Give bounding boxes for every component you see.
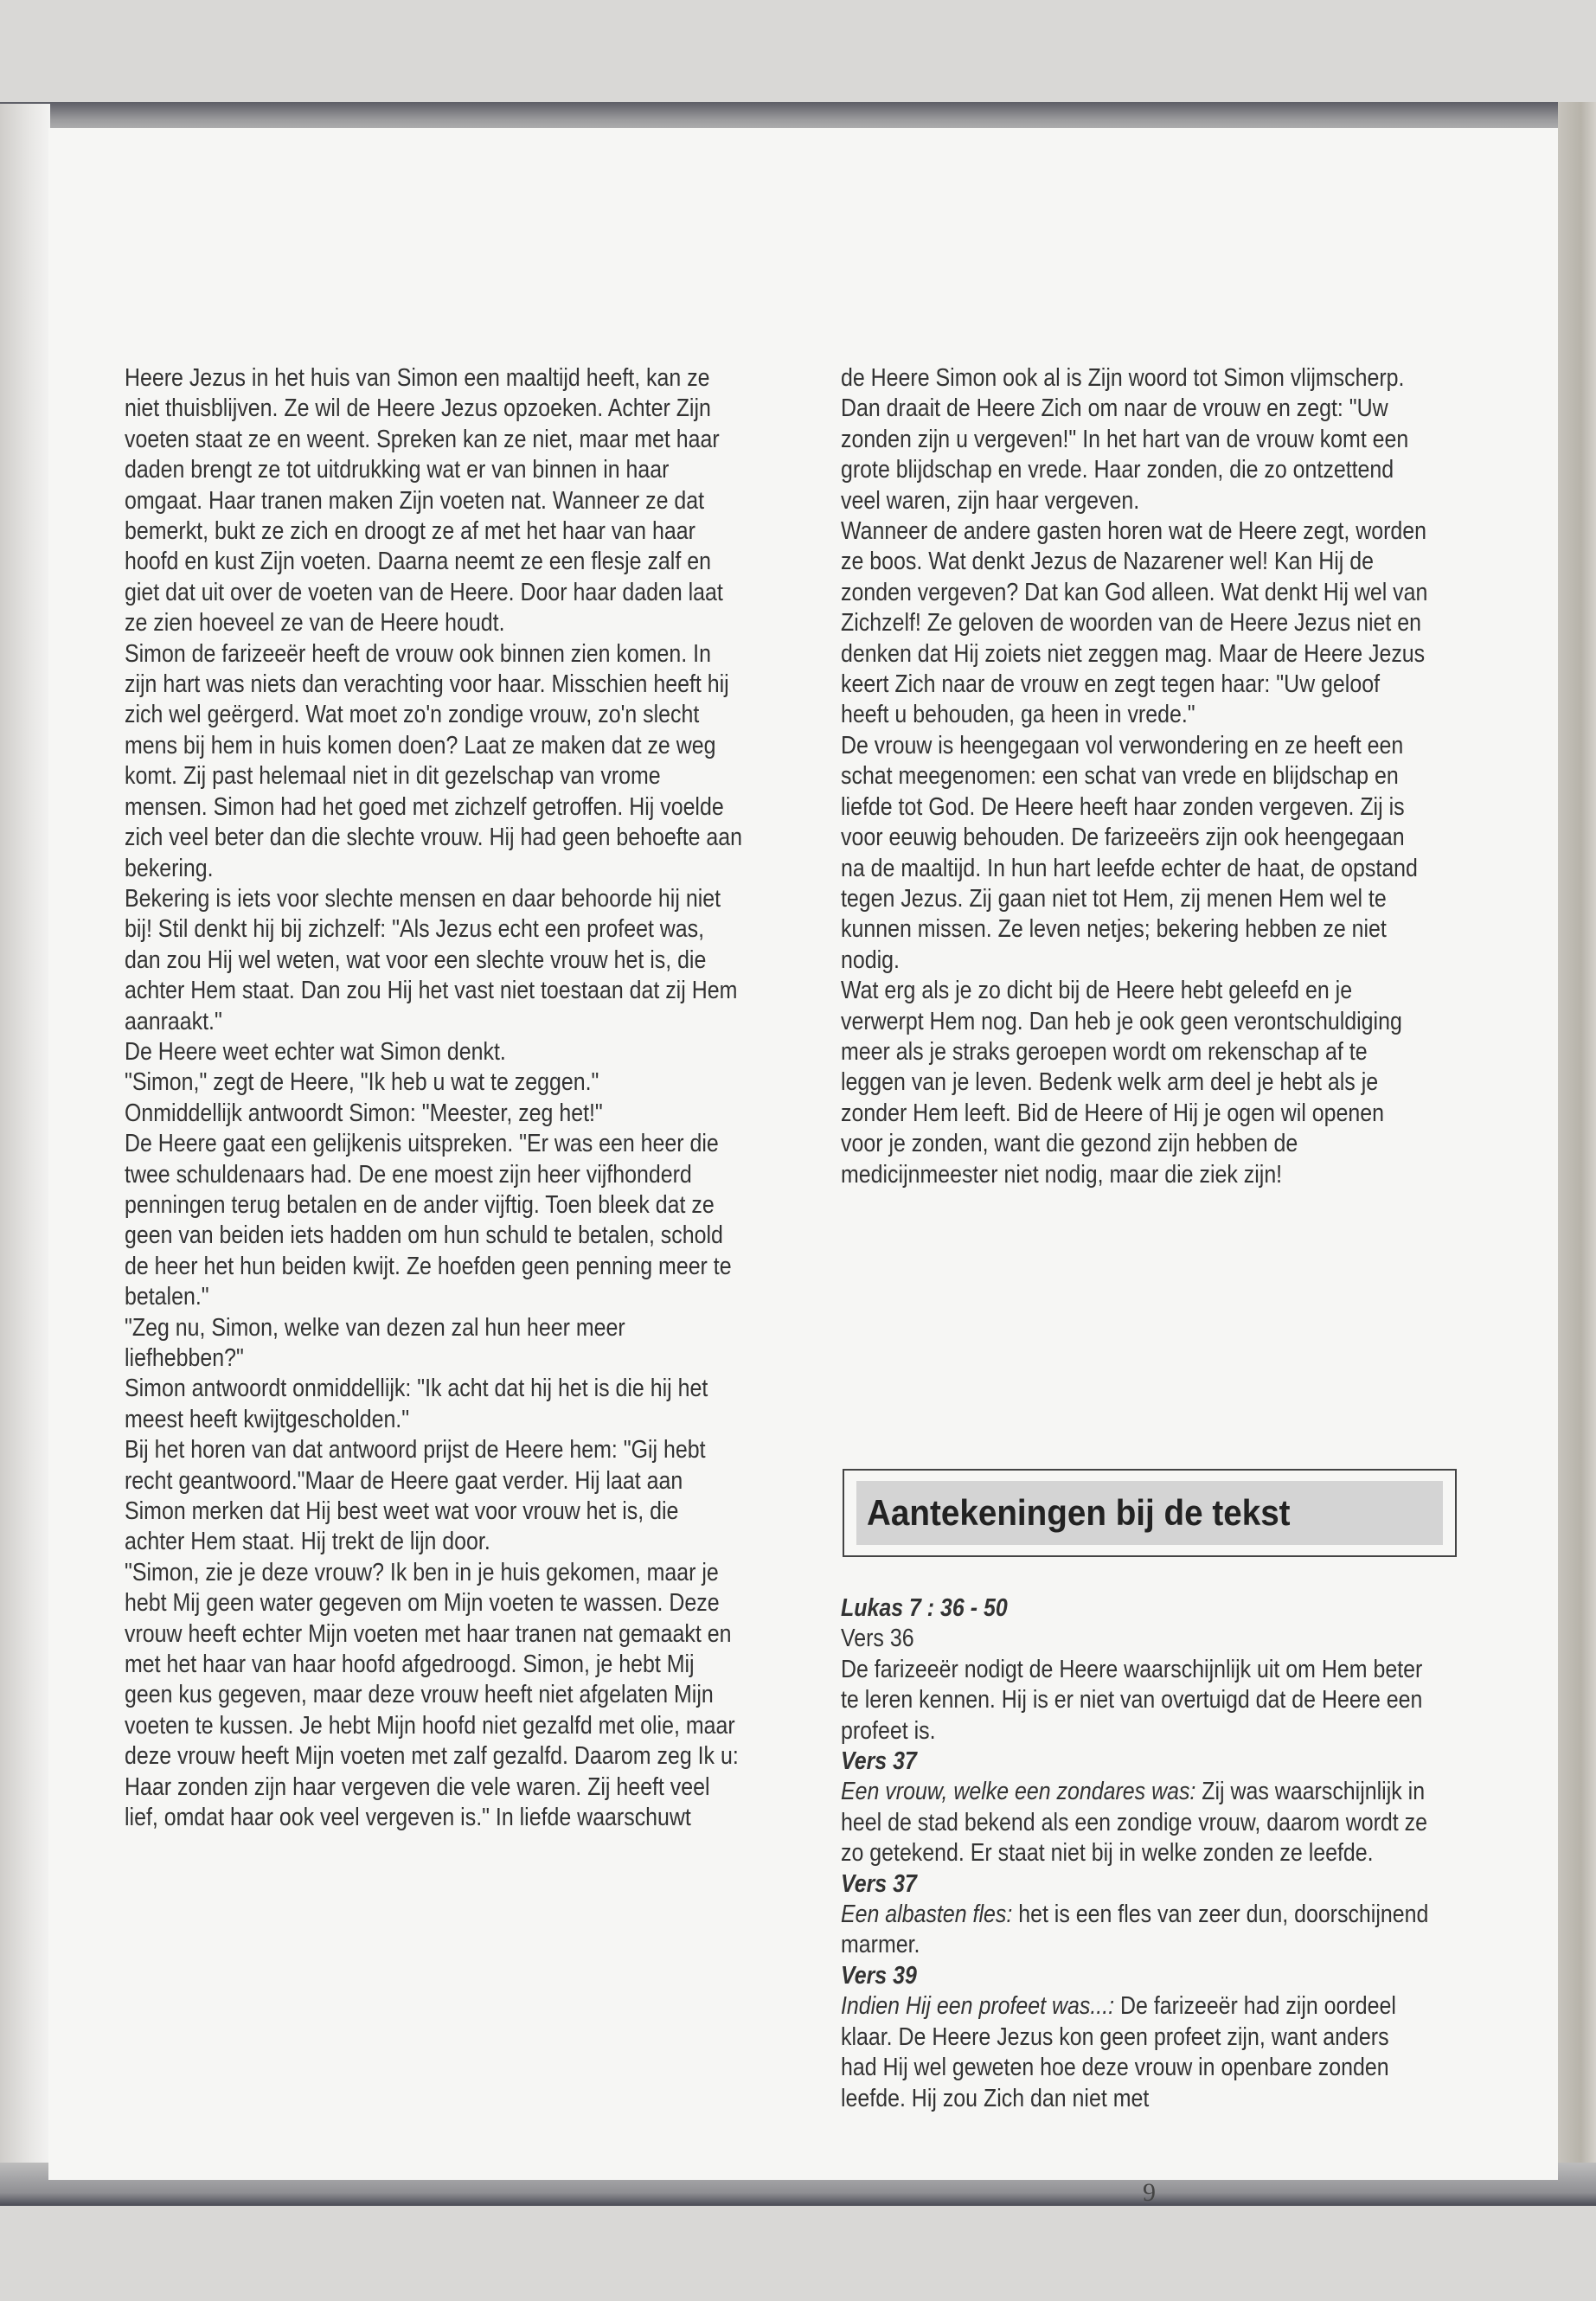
notes-section xyxy=(841,1593,1428,2114)
scripture-reference: Lukas 7 : 36 - 50 xyxy=(841,1594,1008,1622)
verse-explanation: De farizeeër had zijn oordeel klaar. De Heere Jezus kon geen profeet zijn, want anders had Hij wel geweten hoe deze vrouw in openbare zonden leefde. Hij zou Zich dan niet met xyxy=(841,1992,1396,2112)
book-cover-edge xyxy=(1558,102,1596,2204)
page-number: 9 xyxy=(1143,2178,1156,2207)
verse-quote: Een vrouw, welke een zondares was: xyxy=(841,1778,1196,1806)
verse-quote: Indien Hij een profeet was...: xyxy=(841,1992,1115,2021)
verse-explanation: Zij was waarschijnlijk in heel de stad bekend als een zondige vrouw, daarom wordt ze zo getekend. Er staat niet bij in welke zonden ze leefde. xyxy=(841,1778,1427,1868)
paragraph: De Heere weet echter wat Simon denkt. xyxy=(125,1037,506,1066)
verse-label: Vers 37 xyxy=(841,1869,917,1898)
verse-label: Vers 37 xyxy=(841,1747,917,1776)
book-page xyxy=(48,128,1558,2207)
paragraph: Bij het horen van dat antwoord prijst de Heere hem: "Gij hebt recht geantwoord."Maar de Heere gaat verder. Hij laat aan Simon merken dat Hij best weet wat voor vrouw het is, die achter Hem staat. Hij trekt de lijn door. xyxy=(125,1436,706,1556)
verse-note: De farizeeër nodigt de Heere waarschijnlijk uit om Hem beter te leren kennen. Hij is er niet van overtuigd dat de Heere een profeet is. xyxy=(841,1655,1423,1745)
right-text-column xyxy=(841,363,1428,1190)
paragraph: de Heere Simon ook al is Zijn woord tot Simon vlijmscherp. xyxy=(841,364,1405,392)
left-text-column xyxy=(125,363,744,1834)
paragraph: Heere Jezus in het huis van Simon een maaltijd heeft, kan ze niet thuisblijven. Ze wil de Heere Jezus opzoeken. Achter Zijn voeten staat ze en weent. Spreken kan ze niet, maar met haar daden brengt ze tot uitdrukking wat er van binnen in haar omgaat. Haar tranen maken Zijn voeten nat. Wanneer ze dat bemerkt, bukt ze zich en droogt ze af met het haar van haar hoofd en kust Zijn voeten. Daarna neemt ze een flesje zalf en giet dat uit over de voeten van de Heere. Door haar daden laat ze zien hoeveel ze van de Heere houdt. xyxy=(125,364,723,638)
verse-note xyxy=(841,1991,1428,2114)
paragraph: "Simon," zegt de Heere, "Ik heb u wat te zeggen." xyxy=(125,1068,599,1097)
verse-quote: Een albasten fles: xyxy=(841,1900,1013,1929)
paragraph: Onmiddellijk antwoordt Simon: "Meester, zeg het!" xyxy=(125,1099,603,1127)
verse-label: Vers 39 xyxy=(841,1961,917,1990)
verse-note xyxy=(841,1900,1428,1961)
paragraph: De vrouw is heengegaan vol verwondering en ze heeft een schat meegenomen: een schat van vrede en blijdschap en liefde tot God. De Heere heeft haar zonden vergeven. Zij is voor eeuwig behouden. De farizeeërs zijn ook heengegaan na de maaltijd. In hun hart leefde echter de haat, de opstand tegen Jezus. Zij gaan niet tot Hem, zij menen Hem wel te kunnen missen. Ze leven netjes; bekering hebben ze niet nodig. xyxy=(841,731,1418,974)
notes-heading-band xyxy=(856,1481,1443,1545)
verse-label: Vers 36 xyxy=(841,1625,914,1653)
paragraph: Simon de farizeeër heeft de vrouw ook binnen zien komen. In zijn hart was niets dan verachting voor haar. Misschien heeft hij zich wel geërgerd. Wat moet zo'n zondige vrouw, zo'n slecht mens bij hem in huis komen doen? Laat ze maken dat ze weg komt. Zij past helemaal niet in dit gezelschap van vrome mensen. Simon had het goed met zichzelf getroffen. Hij voelde zich veel beter dan die slechte vrouw. Hij had geen behoefte aan bekering. xyxy=(125,639,743,882)
paragraph: Dan draait de Heere Zich om naar de vrouw en zegt: "Uw zonden zijn u vergeven!" In het hart van de vrouw komt een grote blijdschap en vrede. Haar zonden, die zo ontzettend veel waren, zijn haar vergeven. xyxy=(841,394,1409,515)
paragraph: Bekering is iets voor slechte mensen en daar behoorde hij niet bij! Stil denkt hij bij zichzelf: "Als Jezus echt een profeet was, dan zou Hij wel weten, wat voor een slechte vrouw het is, die achter Hem staat. Dan zou Hij het vast niet toestaan dat zij Hem aanraakt." xyxy=(125,884,738,1035)
paragraph: De Heere gaat een gelijkenis uitspreken. "Er was een heer die twee schuldenaars had. De ene moest zijn heer vijfhonderd penningen terug betalen en de ander vijftig. Toen bleek dat ze geen van beiden iets hadden om hun schuld te betalen, schold de heer het hun beiden kwijt. Ze hoefden geen penning meer te betalen." xyxy=(125,1130,732,1311)
paragraph: Wat erg als je zo dicht bij de Heere hebt geleefd en je verwerpt Hem nog. Dan heb je ook geen verontschuldiging meer als je straks geroepen wordt om rekenschap af te leggen van je leven. Bedenk welk arm deel je hebt als je zonder Hem leeft. Bid de Heere of Hij je ogen wil openen voor je zonden, want die gezond zijn hebben de medicijnmeester niet nodig, maar die ziek zijn! xyxy=(841,977,1402,1189)
notes-heading-box xyxy=(843,1469,1457,1557)
verse-explanation: het is een fles van zeer dun, doorschijnend marmer. xyxy=(841,1900,1429,1959)
verse-note xyxy=(841,1777,1428,1868)
paragraph: "Zeg nu, Simon, welke van dezen zal hun heer meer liefhebben?" xyxy=(125,1313,625,1372)
book-gutter xyxy=(0,104,50,2197)
paragraph: Wanneer de andere gasten horen wat de Heere zegt, worden ze boos. Wat denkt Jezus de Nazarener wel! Kan Hij de zonden vergeven? Dat kan God alleen. Wat denkt Hij wel van Zichzelf! Ze geloven de woorden van de Heere Jezus niet en denken dat Hij zoiets niet zeggen mag. Maar de Heere Jezus keert Zich naar de vrouw en zegt tegen haar: "Uw geloof heeft u behouden, ga heen in vrede." xyxy=(841,517,1428,729)
notes-heading: Aantekeningen bij de tekst xyxy=(867,1492,1291,1533)
paragraph: "Simon, zie je deze vrouw? Ik ben in je huis gekomen, maar je hebt Mij geen water gegeven om Mijn voeten te wassen. Deze vrouw heeft echter Mijn voeten met haar tranen nat gemaakt en met het haar van haar hoofd afgedroogd. Simon, je hebt Mij geen kus gegeven, maar deze vrouw heeft niet afgelaten Mijn voeten te kussen. Je hebt Mijn hoofd niet gezalfd met olie, maar deze vrouw heeft Mijn voeten met zalf gezalfd. Daarom zeg Ik u: Haar zonden zijn haar vergeven die vele waren. Zij heeft veel lief, omdat haar ook veel vergeven is." In liefde waarschuwt xyxy=(125,1558,739,1832)
paragraph: Simon antwoordt onmiddellijk: "Ik acht dat hij het is die hij het meest heeft kwijtgescholden." xyxy=(125,1375,708,1433)
